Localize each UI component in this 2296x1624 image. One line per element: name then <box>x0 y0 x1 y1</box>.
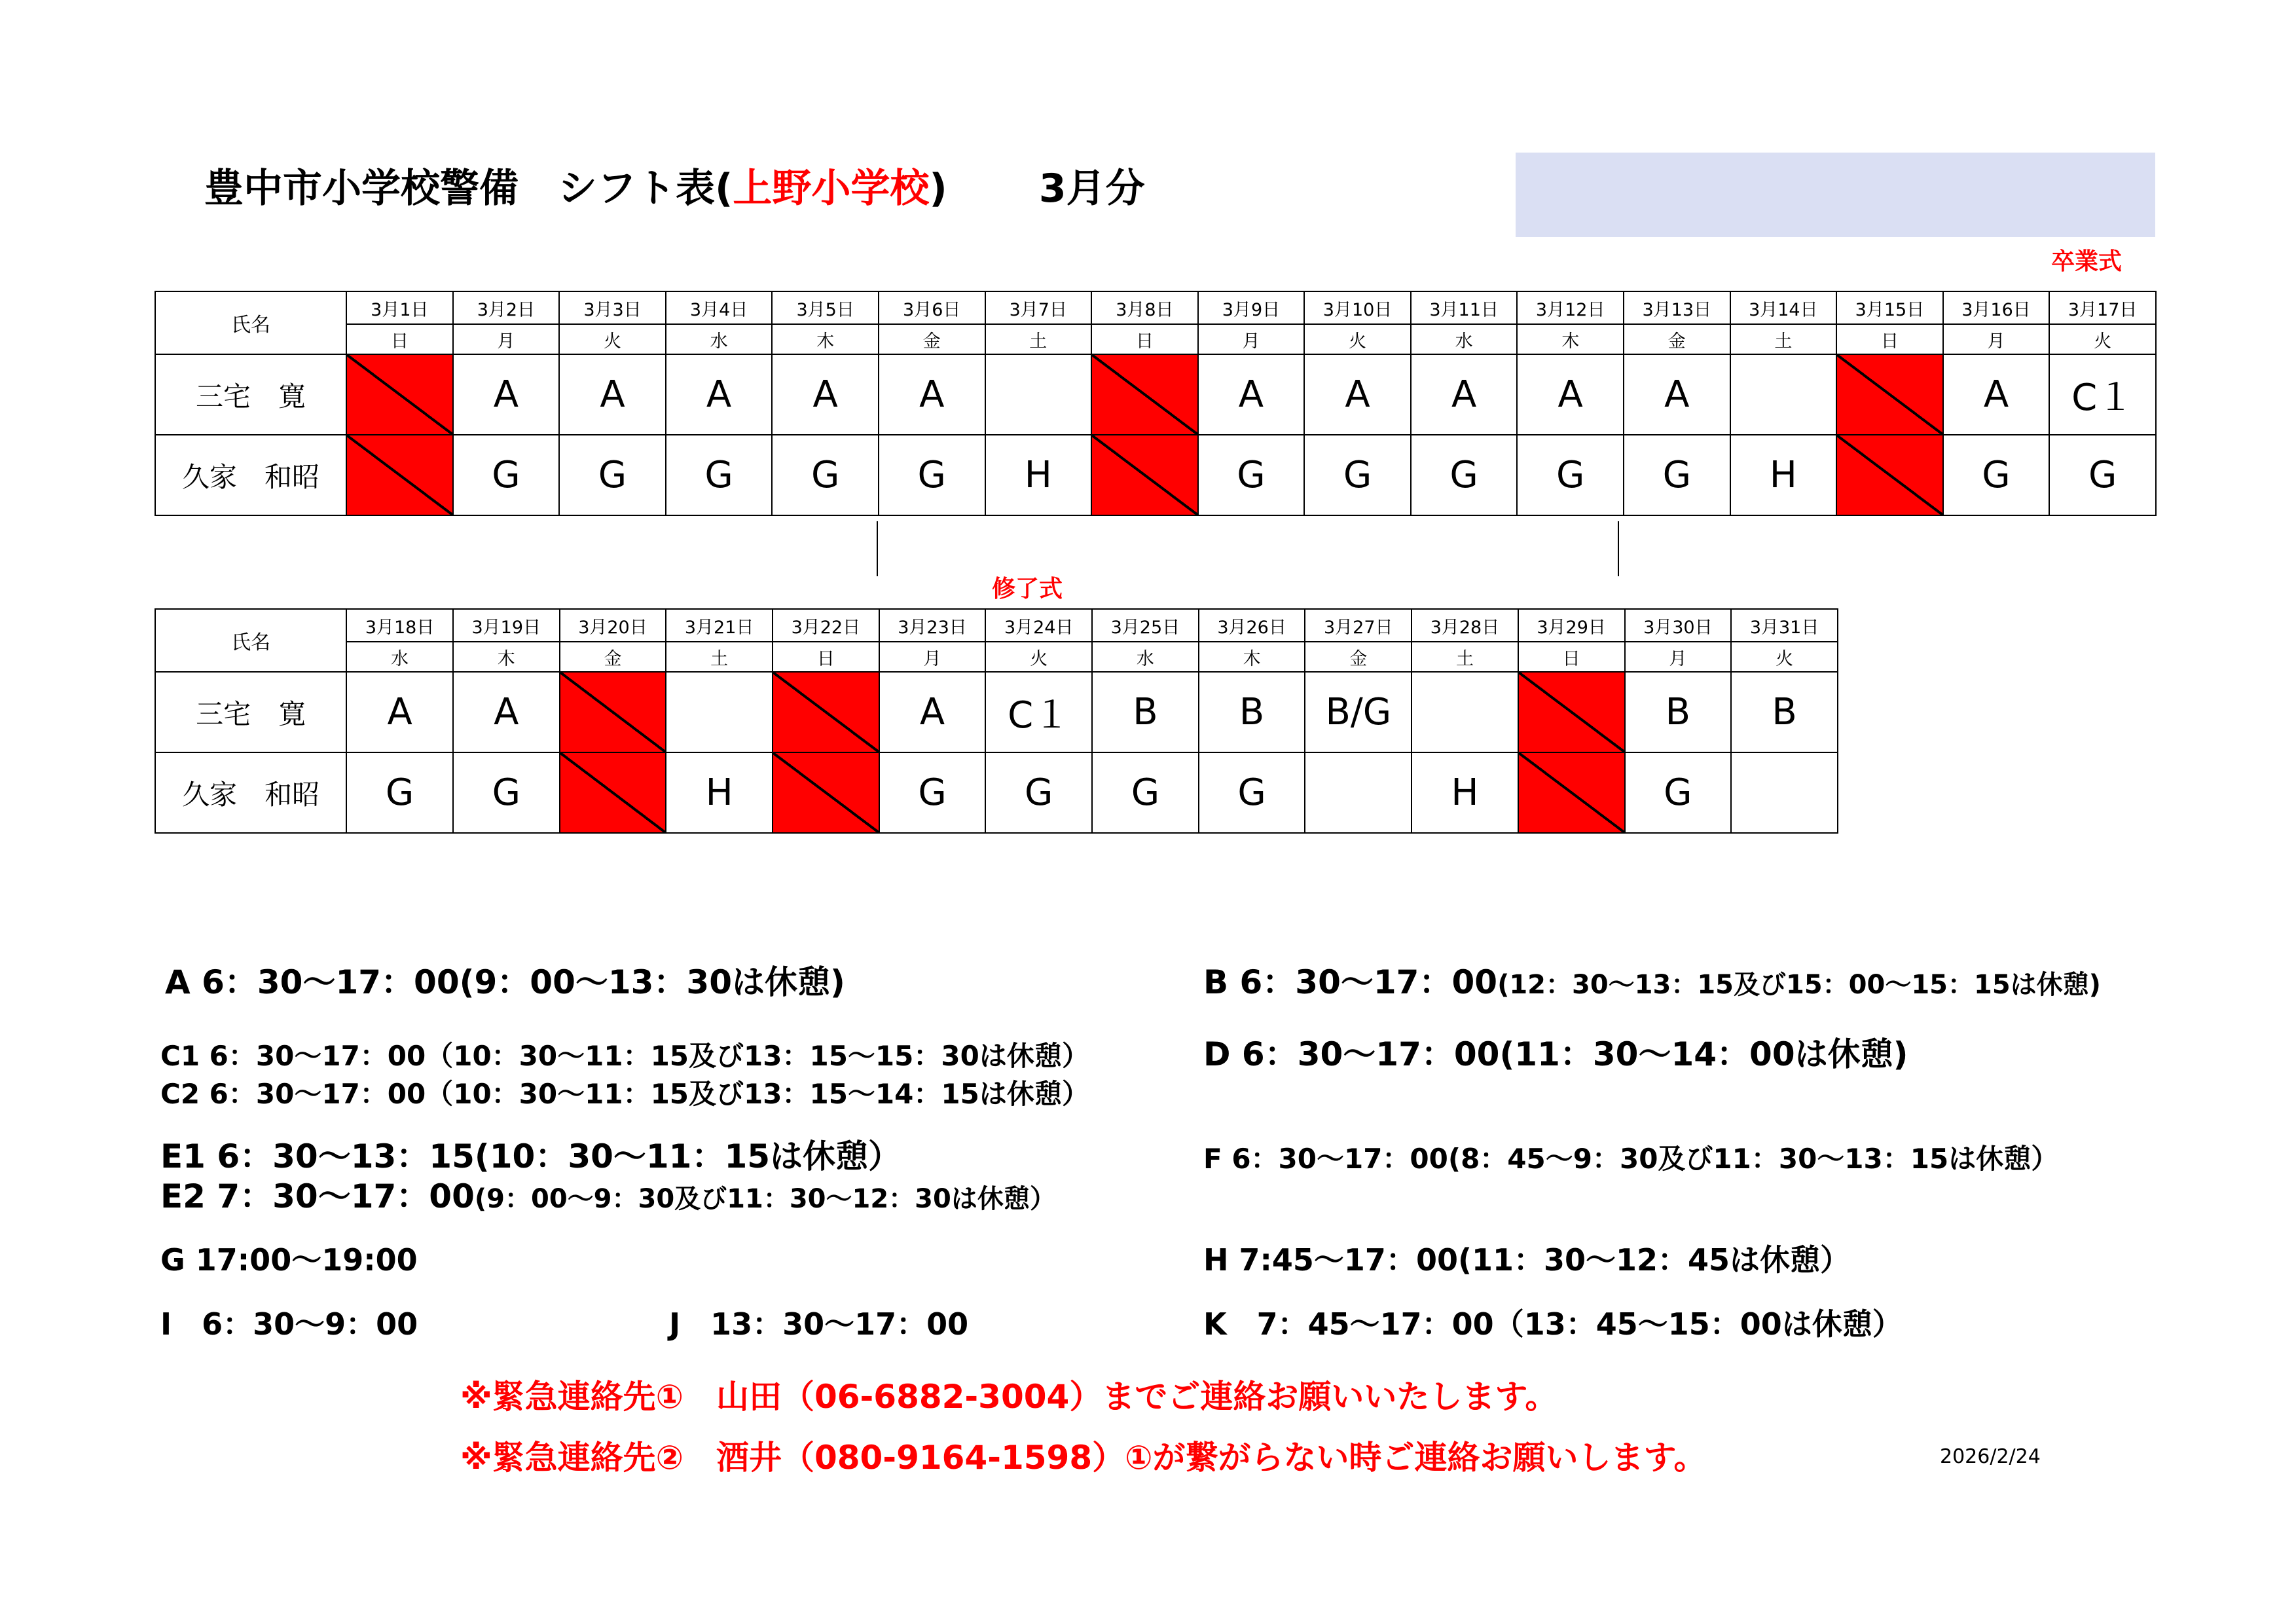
weekday-cell: 水 <box>1092 642 1199 672</box>
legend-H: H 7:45～17：00(11：30～12：45は休憩） <box>1203 1242 1851 1278</box>
shift-cell: A <box>1198 354 1305 435</box>
date-cell: 3月30日 <box>1625 609 1732 642</box>
legend-A: A 6：30～17：00(9：00～13：30は休憩) <box>165 963 845 1001</box>
date-cell: 3月23日 <box>879 609 986 642</box>
page-title <box>204 162 1145 215</box>
legend-I: I 6：30～9：00 <box>160 1306 418 1342</box>
shift-cell: B <box>1199 672 1305 752</box>
staff-name: 三宅 寛 <box>155 672 346 752</box>
date-cell: 3月31日 <box>1731 609 1838 642</box>
shift-cell: G <box>1517 435 1624 515</box>
off-day-cell <box>1836 354 1943 435</box>
date-cell: 3月10日 <box>1304 291 1411 324</box>
date-cell: 3月5日 <box>772 291 879 324</box>
title-month: 3月分 <box>1038 166 1145 212</box>
weekday-cell: 金 <box>879 324 985 354</box>
legend-E1: E1 6：30～13：15(10：30～11：15は休憩） <box>160 1137 902 1175</box>
shift-cell: A <box>1624 354 1730 435</box>
date-cell: 3月3日 <box>559 291 666 324</box>
weekday-cell: 日 <box>1836 324 1943 354</box>
shift-cell: C１ <box>985 672 1092 752</box>
shift-cell: A <box>879 672 986 752</box>
date-cell: 3月27日 <box>1305 609 1412 642</box>
weekday-cell: 水 <box>1411 324 1518 354</box>
date-cell: 3月19日 <box>453 609 560 642</box>
weekday-cell: 月 <box>453 324 560 354</box>
shift-cell: A <box>772 354 879 435</box>
date-cell: 3月24日 <box>985 609 1092 642</box>
shift-cell: A <box>1411 354 1518 435</box>
date-cell: 3月21日 <box>666 609 773 642</box>
shift-cell: C１ <box>2049 354 2156 435</box>
weekday-cell: 火 <box>1304 324 1411 354</box>
shift-cell: G <box>1625 752 1732 833</box>
off-day-cell <box>346 435 453 515</box>
legend-B <box>1203 963 2101 1005</box>
date-cell: 3月15日 <box>1836 291 1943 324</box>
shift-cell <box>666 672 773 752</box>
off-day-cell <box>560 672 666 752</box>
date-cell: 3月12日 <box>1517 291 1624 324</box>
title-suffix: ) <box>929 166 947 212</box>
shift-cell: G <box>346 752 453 833</box>
weekday-cell: 土 <box>666 642 773 672</box>
shift-cell: G <box>1411 435 1518 515</box>
stamp-box <box>1516 153 2155 237</box>
date-row <box>155 291 2156 324</box>
date-cell: 3月9日 <box>1198 291 1305 324</box>
staff-row <box>155 752 1838 833</box>
weekday-cell: 日 <box>1091 324 1198 354</box>
shift-cell: B <box>1731 672 1838 752</box>
shift-cell: H <box>1730 435 1837 515</box>
off-day-cell <box>773 752 879 833</box>
shift-cell: G <box>453 435 560 515</box>
shift-cell: A <box>1304 354 1411 435</box>
weekday-cell: 木 <box>1199 642 1305 672</box>
weekday-cell: 木 <box>453 642 560 672</box>
weekday-cell: 金 <box>1624 324 1730 354</box>
title-prefix: 豊中市小学校警備 シフト表( <box>204 166 733 212</box>
weekday-cell: 日 <box>1518 642 1625 672</box>
legend-B-main: B 6：30～17：00 <box>1203 963 1498 1001</box>
shift-cell: A <box>879 354 985 435</box>
date-cell: 3月1日 <box>346 291 453 324</box>
weekday-cell: 金 <box>1305 642 1412 672</box>
shift-cell: B/G <box>1305 672 1412 752</box>
legend-E2 <box>160 1177 1056 1219</box>
issue-date: 2026/2/24 <box>1940 1445 2041 1468</box>
shift-cell <box>1730 354 1837 435</box>
date-cell: 3月2日 <box>453 291 560 324</box>
date-cell: 3月13日 <box>1624 291 1730 324</box>
off-day-cell <box>560 752 666 833</box>
date-cell: 3月26日 <box>1199 609 1305 642</box>
weekday-cell: 水 <box>666 324 773 354</box>
shift-cell <box>985 354 1092 435</box>
shift-cell <box>1412 672 1518 752</box>
weekday-cell: 金 <box>560 642 666 672</box>
staff-name: 久家 和昭 <box>155 435 346 515</box>
weekday-cell: 木 <box>772 324 879 354</box>
date-cell: 3月29日 <box>1518 609 1625 642</box>
shift-cell: G <box>1943 435 2050 515</box>
date-row <box>155 609 1838 642</box>
weekday-cell: 土 <box>985 324 1092 354</box>
shift-cell: A <box>1943 354 2050 435</box>
shift-cell: B <box>1625 672 1732 752</box>
legend-C2: C2 6：30～17：00（10：30～11：15及び13：15～14：15は休憩） <box>160 1078 1089 1110</box>
shift-cell: H <box>666 752 773 833</box>
off-day-cell <box>773 672 879 752</box>
off-day-cell <box>1836 435 1943 515</box>
date-cell: 3月18日 <box>346 609 453 642</box>
weekday-cell: 土 <box>1412 642 1518 672</box>
weekday-cell: 月 <box>1198 324 1305 354</box>
shift-cell: G <box>559 435 666 515</box>
shift-cell: G <box>879 435 985 515</box>
shift-cell: A <box>1517 354 1624 435</box>
legend-K: K 7：45～17：00（13：45～15：00は休憩） <box>1203 1306 1903 1342</box>
shift-cell <box>1731 752 1838 833</box>
shift-cell: G <box>1304 435 1411 515</box>
weekday-cell: 月 <box>1625 642 1732 672</box>
off-day-cell <box>346 354 453 435</box>
shift-table-1 <box>155 291 2157 516</box>
off-day-cell <box>1518 672 1625 752</box>
date-cell: 3月20日 <box>560 609 666 642</box>
date-cell: 3月28日 <box>1412 609 1518 642</box>
date-cell: 3月6日 <box>879 291 985 324</box>
shift-cell: G <box>1198 435 1305 515</box>
legend-B-tail: (12：30～13：15及び15：00～15：15は休憩) <box>1497 970 2101 1000</box>
emergency-contact-2: ※緊急連絡先② 酒井（080-9164-1598）①が繋がらない時ご連絡お願いします。 <box>460 1439 1707 1477</box>
name-header: 氏名 <box>155 609 346 672</box>
staff-name: 久家 和昭 <box>155 752 346 833</box>
weekday-row <box>155 324 2156 354</box>
legend-C1: C1 6：30～17：00（10：30～11：15及び13：15～15：30は休憩） <box>160 1040 1089 1072</box>
shift-cell: A <box>559 354 666 435</box>
weekday-cell: 土 <box>1730 324 1837 354</box>
shift-cell: G <box>453 752 560 833</box>
weekday-cell: 火 <box>559 324 666 354</box>
off-day-cell <box>1091 354 1198 435</box>
off-day-cell <box>1518 752 1625 833</box>
date-cell: 3月17日 <box>2049 291 2156 324</box>
date-cell: 3月25日 <box>1092 609 1199 642</box>
weekday-cell: 日 <box>346 324 453 354</box>
weekday-cell: 月 <box>879 642 986 672</box>
legend-G: G 17:00～19:00 <box>160 1242 418 1278</box>
shift-cell <box>1305 752 1412 833</box>
date-cell: 3月11日 <box>1411 291 1518 324</box>
date-cell: 3月22日 <box>773 609 879 642</box>
shift-cell: G <box>1624 435 1730 515</box>
date-cell: 3月8日 <box>1091 291 1198 324</box>
weekday-cell: 火 <box>1731 642 1838 672</box>
name-header: 氏名 <box>155 291 346 354</box>
staff-row <box>155 672 1838 752</box>
weekday-cell: 日 <box>773 642 879 672</box>
legend-D: D 6：30～17：00(11：30～14：00は休憩) <box>1203 1035 1908 1073</box>
weekday-cell: 火 <box>985 642 1092 672</box>
shift-cell: A <box>666 354 773 435</box>
completion-note: 修了式 <box>992 576 1063 602</box>
date-cell: 3月14日 <box>1730 291 1837 324</box>
connector-line <box>877 521 878 576</box>
shift-cell: A <box>453 354 560 435</box>
shift-cell: G <box>666 435 773 515</box>
shift-cell: G <box>879 752 986 833</box>
staff-name: 三宅 寛 <box>155 354 346 435</box>
date-cell: 3月16日 <box>1943 291 2050 324</box>
weekday-cell: 木 <box>1517 324 1624 354</box>
legend-E2-main: E2 7：30～17：00 <box>160 1177 475 1215</box>
shift-cell: G <box>2049 435 2156 515</box>
date-cell: 3月7日 <box>985 291 1092 324</box>
staff-row <box>155 354 2156 435</box>
legend-F: F 6：30～17：00(8：45～9：30及び11：30～13：15は休憩） <box>1203 1143 2059 1175</box>
shift-cell: A <box>346 672 453 752</box>
weekday-cell: 水 <box>346 642 453 672</box>
shift-cell: H <box>1412 752 1518 833</box>
emergency-contact-1: ※緊急連絡先① 山田（06-6882-3004）までご連絡お願いいたします。 <box>460 1378 1558 1416</box>
shift-table-2 <box>155 608 1838 834</box>
weekday-cell: 月 <box>1943 324 2050 354</box>
date-cell: 3月4日 <box>666 291 773 324</box>
legend-J: J 13：30～17：00 <box>669 1306 969 1342</box>
shift-cell: A <box>453 672 560 752</box>
shift-cell: H <box>985 435 1092 515</box>
shift-cell: G <box>1199 752 1305 833</box>
connector-line <box>1618 521 1619 576</box>
school-name: 上野小学校 <box>733 166 930 212</box>
graduation-note: 卒業式 <box>2051 248 2123 275</box>
shift-cell: G <box>772 435 879 515</box>
staff-row <box>155 435 2156 515</box>
weekday-cell: 火 <box>2049 324 2156 354</box>
weekday-row <box>155 642 1838 672</box>
legend-E2-tail: (9：00～9：30及び11：30～12：30は休憩） <box>474 1184 1056 1214</box>
shift-cell: B <box>1092 672 1199 752</box>
shift-cell: G <box>1092 752 1199 833</box>
shift-cell: G <box>985 752 1092 833</box>
off-day-cell <box>1091 435 1198 515</box>
